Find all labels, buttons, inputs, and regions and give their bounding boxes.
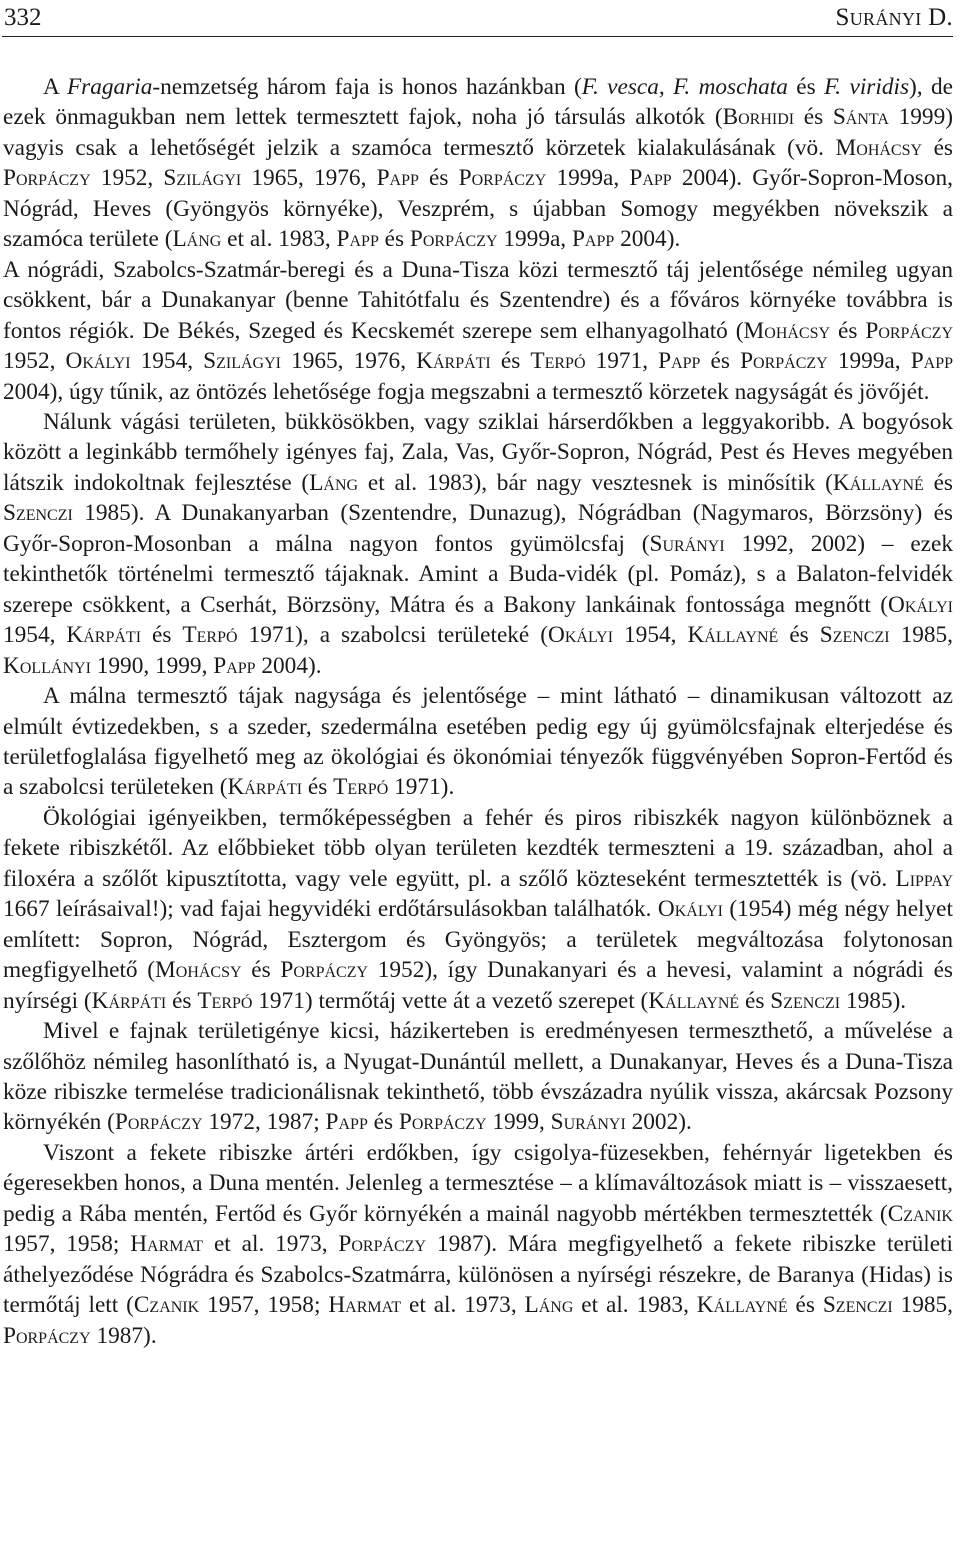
text-run: 1999a, [827, 348, 911, 375]
text-run: 1987). [90, 1322, 157, 1349]
author-name: Kollányi [3, 652, 91, 679]
author-name: Porpáczy [280, 957, 369, 984]
author-name: Czanik [887, 1200, 953, 1227]
text-run: és [166, 987, 198, 1014]
text-run: 1952), így Dunakanyari és a hevesi, valamint a nógrádi és nyírségi ( [3, 957, 953, 1014]
author-name: Papp [571, 226, 615, 253]
text-run: 1999a, [497, 226, 572, 253]
author-name: Papp [336, 226, 379, 253]
text-run: és [787, 1292, 823, 1319]
author-name: Porpáczy [398, 1109, 487, 1136]
author-name: Okályi [548, 622, 614, 649]
author-name: Papp [910, 348, 953, 375]
text-run: 1985). A Dunakanyarban (Szentendre, Dunazug), Nógrádban (Nagymaros, Börzsöny) és Győr-Sopron-Mosonban a málna nagyon fontos gyümölcsfaj ( [3, 500, 953, 557]
text-run: 1965, 1976, [280, 348, 417, 375]
author-name: Porpáczy [458, 165, 547, 192]
author-name: Terpó [182, 622, 238, 649]
text-run: és [739, 987, 771, 1014]
paragraph [3, 803, 953, 1016]
text-run: és [922, 134, 954, 161]
text-run: 1971), a szabolcsi területeké ( [237, 622, 549, 649]
text-run: 1999) vagyis csak a lehetőségét jelzik a szamóca termesztő körzetek kialakulásának (vö. [3, 104, 953, 161]
text-run: A [43, 74, 67, 100]
paragraph [3, 255, 953, 407]
author-name: Mohácsy [835, 134, 923, 161]
text-run: Nálunk vágási területen, bükkösökben, vagy sziklai hárserdőkben a leggyakoribb. A bogyósok között a leginkább termőhely igényes faj, Zala, Vas, Győr-Sopron, Nógrád, Pest és Heves megyében látszik indokoltnak fejlesztése ( [3, 408, 953, 496]
author-name: Kállayné [687, 622, 779, 649]
author-name: Szenczi [3, 500, 73, 527]
author-name: Papp [213, 652, 256, 679]
author-name: Szilágyi [163, 165, 242, 192]
text-run: 2004), úgy tűnik, az öntözés lehetősége fogja megszabni a termesztő körzetek nagyságát és jövőjét. [3, 378, 930, 405]
text-run: 1971, [585, 348, 659, 375]
text-run: és [794, 104, 833, 131]
author-name: Mohácsy [743, 317, 831, 344]
paragraph [3, 72, 953, 255]
author-name: Porpáczy [3, 1322, 91, 1349]
paragraph [3, 407, 953, 681]
text-run: 1971). [388, 774, 455, 801]
text-run: A málna termesztő tájak nagysága és jelentősége – mint látható – dinamikusan változott az elmúlt évtizedekben, s a szeder, szedermálna esetében pedig egy új gyümölcsfajnak elterjedése és területfoglalása figyelhető meg az ökológiai és ökonómiai tényezők függvényében Sopron-Fertőd és a szabolcsi területeken ( [3, 683, 953, 801]
text-run: et al. 1983, [573, 1292, 697, 1319]
text-run: és [923, 469, 953, 496]
author-name: Borhidi [722, 104, 795, 131]
paragraph [3, 1138, 953, 1351]
author-name: Terpó [333, 774, 389, 801]
author-name: Porpáczy [740, 348, 828, 375]
text-run: -nemzetség három faja is honos hazánkban ( [152, 74, 582, 100]
author-name: Porpáczy [3, 165, 91, 192]
text-run: és [241, 957, 281, 984]
text-run: 1990, 1999, [90, 652, 214, 679]
author-name: Kállayné [648, 987, 740, 1014]
text-run: és [778, 622, 820, 649]
text-run: és [490, 348, 531, 375]
author-name: Kárpáti [416, 348, 491, 375]
taxon-name: F. viridis [824, 74, 910, 100]
author-name: Papp [658, 348, 701, 375]
text-run: 1985, [892, 1292, 953, 1319]
text-run: 1952, [90, 165, 164, 192]
author-name: Szenczi [770, 987, 841, 1014]
taxon-name: Fragaria [66, 74, 153, 100]
author-name: Kárpáti [66, 622, 142, 649]
text-run: et al. 1973, [203, 1231, 339, 1258]
text-run: 1999a, [546, 165, 630, 192]
author-name: Szilágyi [203, 348, 281, 375]
text-run: 1965, 1976, [241, 165, 377, 192]
text-run: 1667 leírásaival!); vad fajai hegyvidéki erdőtársulásokban találhatók. [3, 896, 658, 923]
paragraph [3, 1016, 953, 1138]
author-name: Mohácsy [155, 957, 242, 984]
text-run: 2004). [255, 652, 322, 679]
text-run: ), de ezek önmagukban nem lettek termesztett fajok, noha jó társulás alkotók ( [3, 74, 954, 131]
text-run: 2002). [625, 1109, 692, 1136]
text-run: 1957, 1958; [199, 1292, 329, 1319]
author-name: Harmat [328, 1292, 402, 1319]
text-run: Mivel e fajnak területigénye kicsi, házikerteben is eredményesen termeszthető, a művelése a szőlőhöz némileg hasonlítható is, a Nyugat-Dunántúl mellett, a Dunakanyar, Heves és a Duna-Tisza köze ribiszke termelése tradicionálisnak tekinthető, több évszázadra nyúlik vissza, akárcsak Pozsony környékén ( [3, 1018, 953, 1136]
author-name: Kárpáti [91, 987, 167, 1014]
author-name: Porpáczy [114, 1109, 203, 1136]
author-name: Láng [524, 1292, 574, 1319]
author-name: Terpó [197, 987, 253, 1014]
text-run: 1985). [840, 987, 907, 1014]
author-name: Okályi [65, 348, 131, 375]
author-name: Porpáczy [409, 226, 498, 253]
author-name: Okályi [888, 591, 953, 618]
text-run: 1985, [889, 622, 953, 649]
author-name: Papp [376, 165, 419, 192]
body-text [3, 72, 953, 1351]
author-name: Papp [325, 1109, 368, 1136]
page-number: 332 [4, 4, 42, 31]
author-name: Porpáczy [865, 317, 953, 344]
text-run: 1999, [486, 1109, 551, 1136]
author-name: Porpáczy [338, 1231, 427, 1258]
text-run: A nógrádi, Szabolcs-Szatmár-beregi és a Duna-Tisza közi termesztő táj jelentősége némileg ugyan csökkent, bár a Dunakanyar (benne Tahitótfalu és Szentendre) és a főváros környéke továbbra is fontos régiók. De Békés, Szeged és Kecskemét szerepe sem elhanyagolható ( [3, 256, 953, 344]
text-run: 1971) termőtáj vette át a vezető szerepet ( [252, 987, 649, 1014]
text-run: et al. 1983), bár nagy vesztesnek is minősítik ( [358, 469, 833, 496]
text-run: 1992, 2002) – ezek tekinthetők történelmi termesztő tájaknak. Amint a Buda-vidék (pl. Pomáz), s a Balaton-felvidék szerepe csökkent, a Cserhát, Börzsöny, Mátra és a Bakony lankáinak fontossága megnőtt ( [3, 530, 953, 618]
text-run: és [302, 774, 334, 801]
text-run: 1987). Mára megfigyelhető a fekete ribiszke területi áthelyeződése Nógrádra és Szabolcs-Szatmárra, különösen a nyírségi részekre, de Baranya (Hidas) is termőtáj lett ( [3, 1231, 953, 1319]
author-name: Sánta [832, 104, 889, 131]
author-name: Harmat [130, 1231, 204, 1258]
text-run: és [700, 348, 741, 375]
author-name: Czanik [133, 1292, 200, 1319]
text-run: et al. 1983, [221, 226, 337, 253]
text-run: Viszont a fekete ribiszke ártéri erdőkben, így csigolya-füzesekben, fehérnyár ligetekben és égeresekben honos, a Duna mentén. Jelenleg a termesztése – a klímaváltozások miatt is – visszaesett, pedig a Rába mentén, Fertőd és Győr környékén a mainál nagyobb mértékben termesztették ( [3, 1139, 953, 1227]
author-name: Szenczi [822, 1292, 893, 1319]
author-name: Kárpáti [227, 774, 303, 801]
text-run: és [418, 165, 459, 192]
text-run: és [378, 226, 410, 253]
author-name: Kállayné [832, 469, 924, 496]
text-run: 1954, [613, 622, 688, 649]
text-run: et al. 1973, [401, 1292, 525, 1319]
author-name: Okályi [657, 896, 723, 923]
text-run: Ökológiai igényeikben, termőképességben a fehér és piros ribiszkék nagyon különböznek a fekete ribiszkétől. Az előbbieket több olyan területen kezdték termeszteni a 19. században, ahol a filoxéra a szőlőt kipusztította, vagy vele együtt, pl. a szőlő közteseként termesztették is (vö. [3, 804, 953, 892]
author-name: Surányi [649, 530, 725, 557]
taxon-name: F. vesca, F. moschata [581, 74, 788, 100]
text-run: és [367, 1109, 399, 1136]
running-header [2, 2, 953, 37]
text-run: és [787, 74, 825, 100]
text-run: 1954, [130, 348, 204, 375]
text-run: 2004). Győr-Sopron-Moson, Nógrád, Heves (Gyöngyös környéke), Veszprém, s újabban Somogy megyékben növekszik a szamóca területe ( [3, 165, 953, 253]
text-run: (1954) még négy helyet említett: Sopron, Nógrád, Esztergom és Gyöngyös; a területek megváltozása folytonosan megfigyelhető ( [3, 896, 953, 984]
author-name: Surányi [550, 1109, 626, 1136]
text-run: és [141, 622, 183, 649]
text-run: 1952, [3, 348, 66, 375]
author-name: Kállayné [696, 1292, 788, 1319]
author-name: Papp [629, 165, 672, 192]
running-title-author: Surányi D. [835, 4, 953, 31]
text-run: 1954, [3, 622, 67, 649]
author-name: Láng [172, 226, 222, 253]
text-run: 1972, 1987; [202, 1109, 326, 1136]
author-name: Lippay [895, 865, 953, 892]
text-run: és [830, 317, 866, 344]
paragraph [3, 681, 953, 803]
author-name: Láng [309, 469, 359, 496]
author-name: Terpó [530, 348, 586, 375]
text-run: 1957, 1958; [3, 1231, 131, 1258]
text-run: 2004). [614, 226, 681, 253]
author-name: Szenczi [819, 622, 890, 649]
